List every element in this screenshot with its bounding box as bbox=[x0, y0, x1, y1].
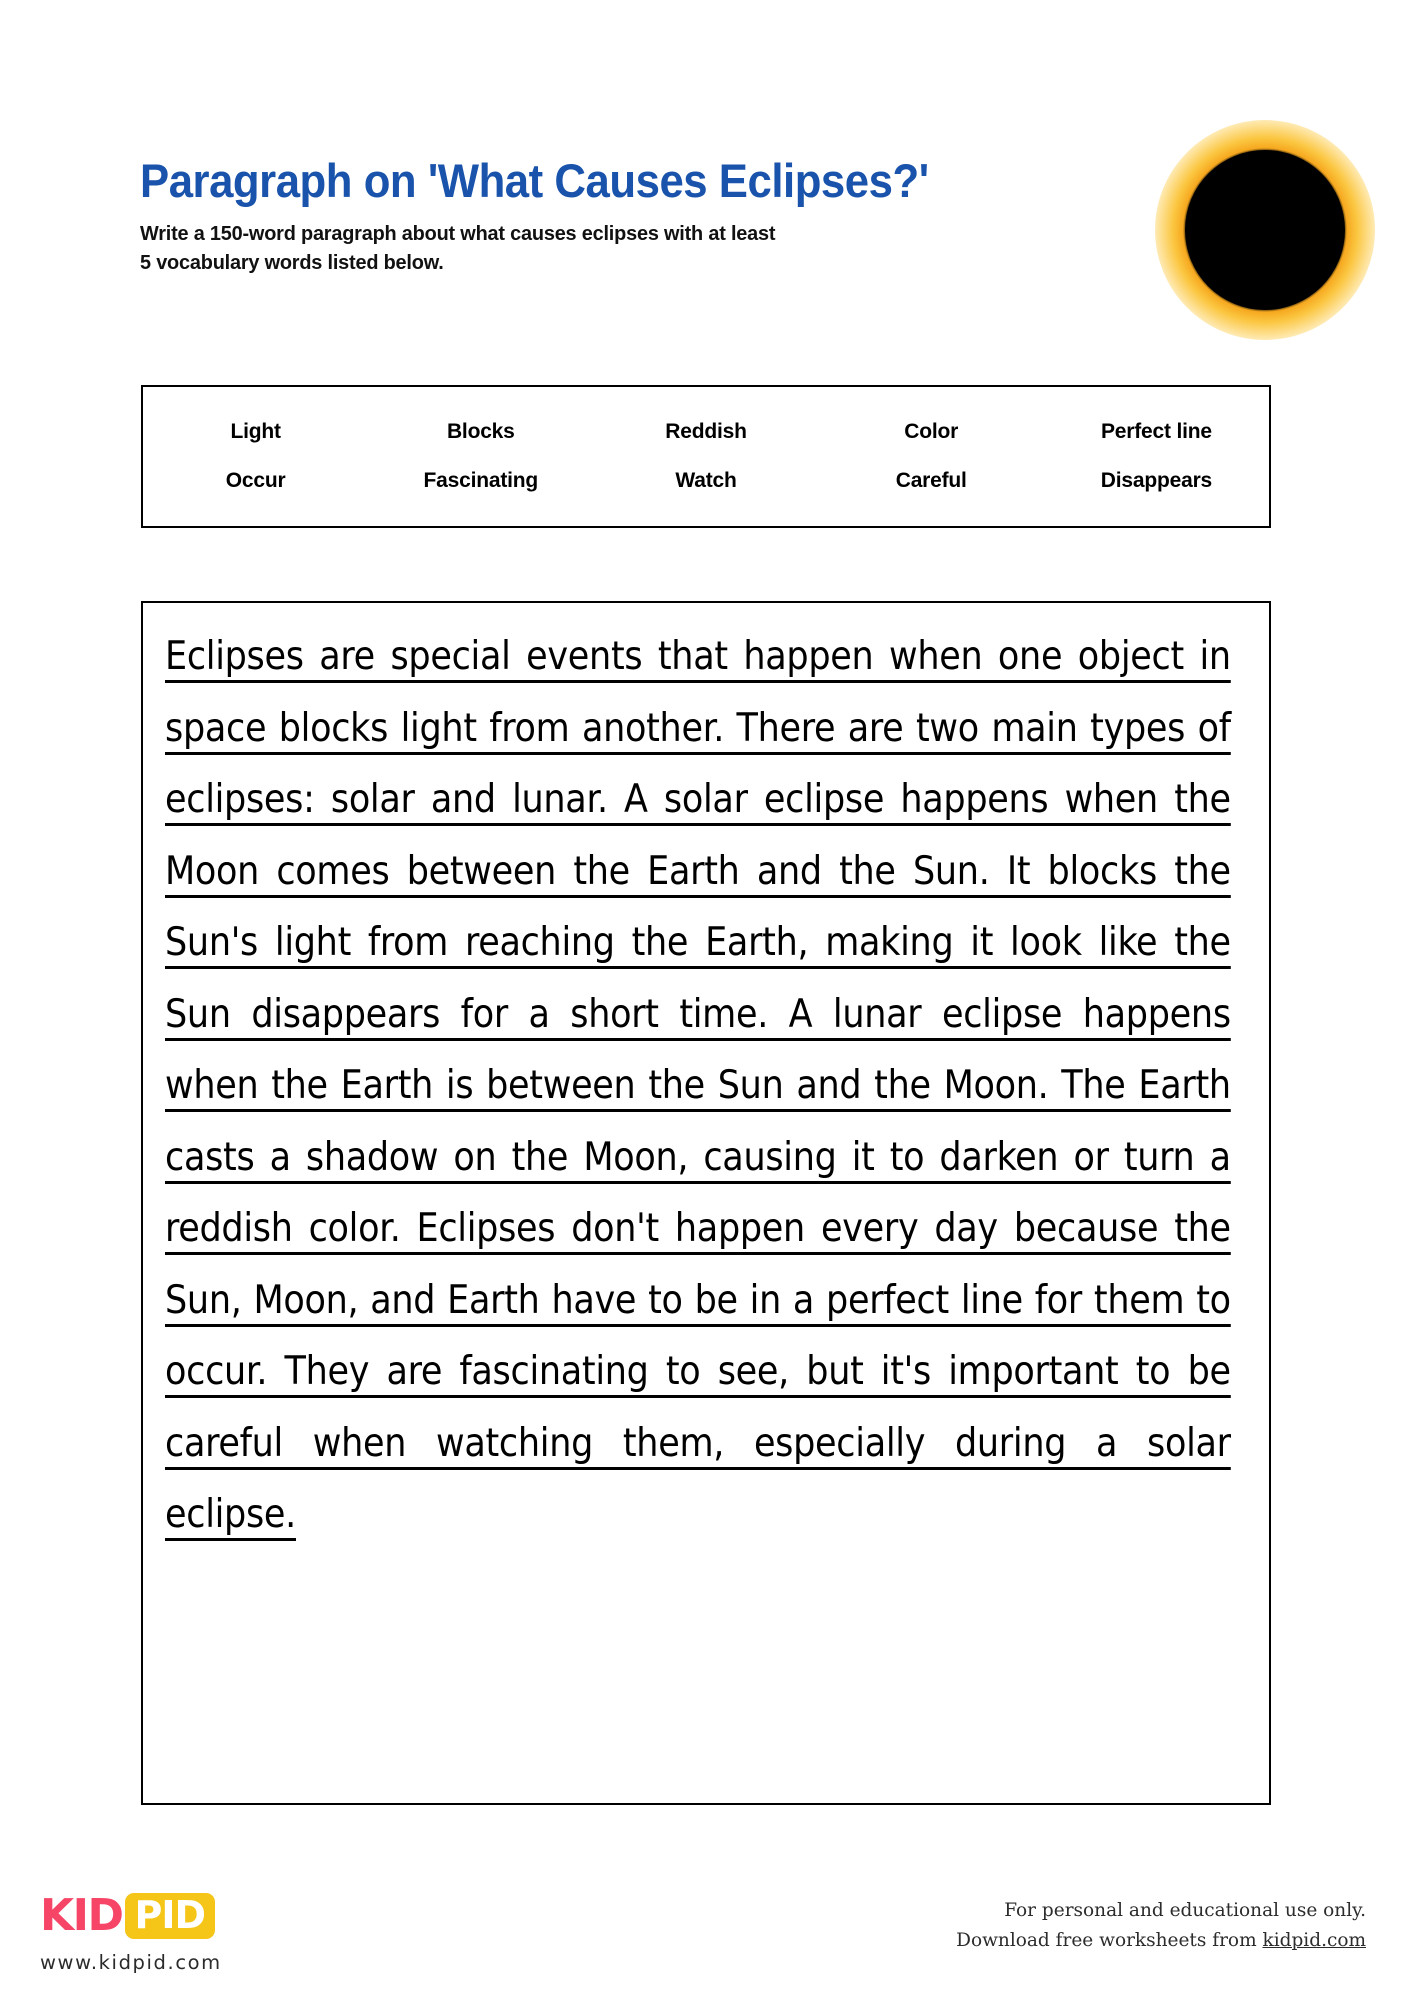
answer-paragraph-text: Eclipses are special events that happen when one object in space blocks light from another. There are two main types of eclipses: solar and lunar. A solar eclipse happens when the Moon comes between the Earth and the Sun. It blocks the Sun's light from reaching the Earth, making it look like the Sun disappears for a short time. A lunar eclipse happens when the Earth is between the Sun and the Moon. The Earth casts a shadow on the Moon, causing it to darken or turn a reddish color. Eclipses don't happen every day because the Sun, Moon, and Earth have to be in a perfect line for them to occur. They are fascinating to see, but it's important to be careful when watching them, especially during a solar eclipse. bbox=[165, 633, 1231, 1537]
logo-mark bbox=[40, 1890, 380, 1942]
instructions-line-2: 5 vocabulary words listed below. bbox=[140, 250, 444, 274]
logo-website-url: www.kidpid.com bbox=[40, 1951, 222, 1974]
answer-paragraph-box[interactable] bbox=[141, 601, 1271, 1805]
vocabulary-row bbox=[143, 420, 1269, 444]
vocabulary-word: Fascinating bbox=[423, 469, 539, 492]
footer-kidpid-link[interactable]: kidpid.com bbox=[1262, 1929, 1366, 1951]
page-title: Paragraph on 'What Causes Eclipses?' bbox=[140, 154, 929, 207]
vocabulary-word: Occur bbox=[225, 469, 286, 492]
logo-kid-text: KID bbox=[40, 1890, 123, 1941]
vocabulary-word-bank bbox=[141, 385, 1271, 528]
vocabulary-word: Careful bbox=[895, 469, 967, 492]
footer-usage-note bbox=[956, 1896, 1366, 1956]
vocabulary-word: Reddish bbox=[665, 420, 747, 443]
logo-pid-badge bbox=[125, 1893, 216, 1939]
vocabulary-word: Light bbox=[230, 420, 281, 443]
vocabulary-row bbox=[143, 469, 1269, 493]
worksheet-header bbox=[140, 155, 1180, 277]
eclipse-moon-disc bbox=[1185, 150, 1345, 310]
vocabulary-word: Perfect line bbox=[1101, 420, 1212, 443]
logo-pid-text: PID bbox=[134, 1893, 206, 1937]
vocabulary-word: Color bbox=[904, 420, 959, 443]
footer-note-line-2 bbox=[956, 1926, 1366, 1956]
footer-note-line-1: For personal and educational use only. bbox=[1004, 1900, 1366, 1921]
footer-note-prefix: Download free worksheets from bbox=[956, 1929, 1263, 1951]
kidpid-logo bbox=[40, 1890, 380, 1974]
vocabulary-word: Watch bbox=[675, 469, 737, 492]
instructions-line-1: Write a 150-word paragraph about what causes eclipses with at least bbox=[140, 221, 776, 245]
vocabulary-word: Blocks bbox=[446, 420, 515, 443]
vocabulary-word: Disappears bbox=[1100, 469, 1213, 492]
solar-eclipse-icon bbox=[1155, 120, 1375, 340]
instructions bbox=[140, 219, 1149, 277]
